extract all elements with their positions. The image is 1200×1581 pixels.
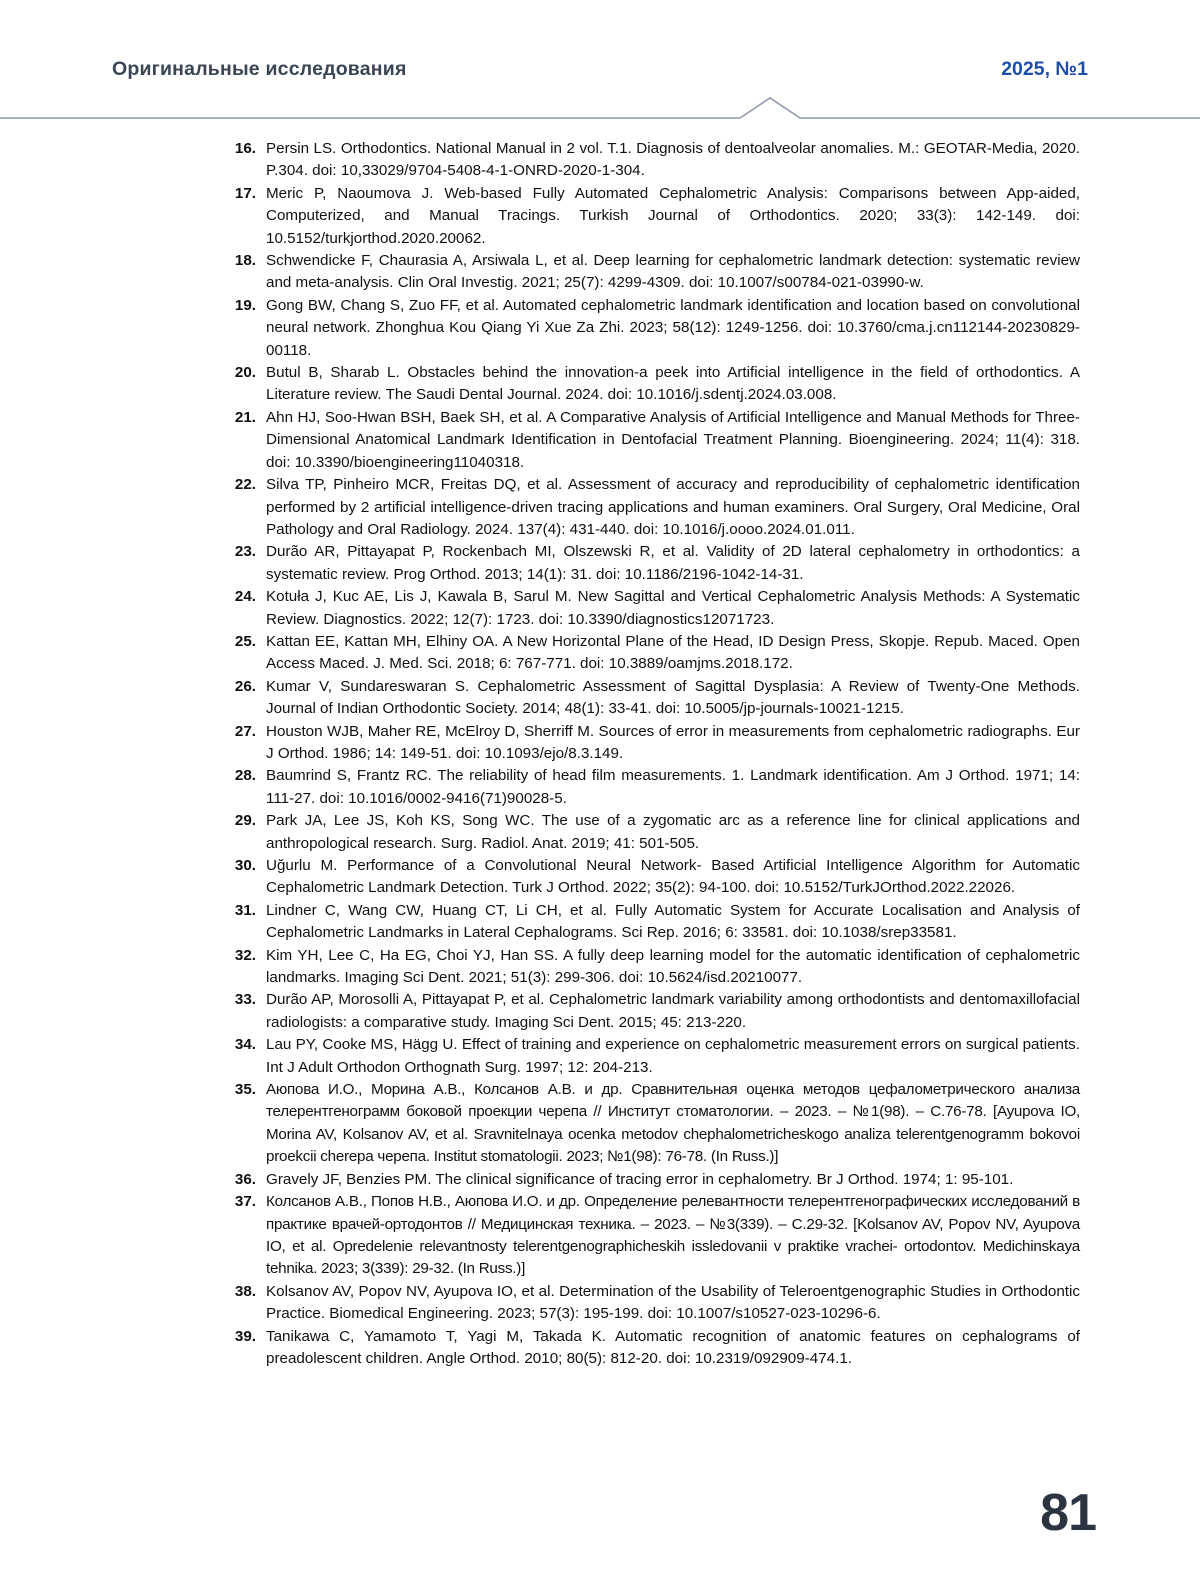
reference-number: 27.: [234, 722, 256, 740]
reference-number: 29.: [234, 812, 256, 830]
reference-number: 38.: [234, 1282, 256, 1300]
reference-item: [228, 855, 1080, 900]
reference-text: Butul B, Sharab L. Obstacles behind the innovation-a peek into Artificial intelligence in the field of orthodontics. A Literature review. The Saudi Dental Journal. 2024. doi: 10.1016/j.sdentj.2024.03.008.: [266, 364, 1080, 404]
reference-item: [228, 945, 1080, 990]
header-issue-label: 2025, №1: [1001, 58, 1088, 80]
reference-item: [228, 250, 1080, 295]
reference-item: [228, 1034, 1080, 1079]
reference-text: Ahn HJ, Soo-Hwan BSH, Baek SH, et al. A Comparative Analysis of Artificial Intelligence and Manual Methods for Three-Dimensional Anatomical Landmark Identification in Dentofacial Treatment Planning. Bioengineering. 2024; 11(4): 318. doi: 10.3390/bioengineering11040318.: [266, 408, 1080, 471]
reference-text: Durão AR, Pittayapat P, Rockenbach MI, Olszewski R, et al. Validity of 2D lateral cephalometry in orthodontics: a systematic review. Prog Orthod. 2013; 14(1): 31. doi: 10.1186/2196-1042-14-31.: [266, 543, 1080, 583]
reference-number: 22.: [234, 476, 256, 494]
reference-number: 31.: [234, 901, 256, 919]
reference-text: Lau PY, Cooke MS, Hägg U. Effect of training and experience on cephalometric measurement errors on surgical patients. Int J Adult Orthodon Orthognath Surg. 1997; 12: 204-213.: [266, 1036, 1080, 1076]
reference-number: 34.: [234, 1036, 256, 1054]
reference-item: [228, 1169, 1080, 1191]
references-list: [228, 138, 1080, 1370]
reference-item: [228, 362, 1080, 407]
page-header: [0, 58, 1200, 108]
reference-text: Park JA, Lee JS, Koh KS, Song WC. The use of a zygomatic arc as a reference line for clinical applications and anthropological research. Surg. Radiol. Anat. 2019; 41: 501-505.: [266, 812, 1080, 852]
reference-text: Колсанов А.В., Попов Н.В., Аюпова И.О. и др. Определение релевантности телерентгенографических исследований в практике врачей-ортодонтов // Медицинская техника. – 2023. – №3(339). – С.29-32. [Kolsanov AV, Popov NV, Ayupova IO, et al. Opredelenie relevantnosty telerentgenographicheskih issledovanii v praktike vrachei- ortodontov. Medichinskaya tehnika. 2023; 3(339): 29-32. (In Russ.)]: [266, 1193, 1080, 1278]
reference-number: 26.: [234, 677, 256, 695]
reference-number: 37.: [234, 1193, 256, 1211]
reference-text: Lindner C, Wang CW, Huang CT, Li CH, et al. Fully Automatic System for Accurate Localisation and Analysis of Cephalometric Landmarks in Lateral Cephalograms. Sci Rep. 2016; 6: 33581. doi: 10.1038/srep33581.: [266, 901, 1080, 942]
reference-item: [228, 183, 1080, 250]
reference-text: Gravely JF, Benzies PM. The clinical significance of tracing error in cephalometry. Br J Orthod. 1974; 1: 95-101.: [266, 1170, 1014, 1188]
reference-text: Аюпова И.О., Морина А.В., Колсанов А.В. и др. Сравнительная оценка методов цефалометрического анализа телерентгенограмм боковой проекции черепа // Институт стоматологии. – 2023. – №1(98). – С.76-78. [Ayupova IO, Morina AV, Kolsanov AV, et al. Sravnitelnaya ocenka metodov chephalometricheskogo analiza telerentgenogramm bokovoi proekcii cherepa черепа. Institut stomatologii. 2023; №1(98): 76-78. (In Russ.)]: [266, 1081, 1080, 1166]
reference-item: [228, 138, 1080, 183]
reference-item: [228, 1079, 1080, 1169]
reference-number: 20.: [234, 364, 256, 382]
reference-item: [228, 541, 1080, 586]
reference-item: [228, 810, 1080, 855]
reference-text: Kattan EE, Kattan MH, Elhiny OA. A New Horizontal Plane of the Head, ID Design Press, Skopje. Repub. Maced. Open Access Maced. J. Med. Sci. 2018; 6: 767-771. doi: 10.3889/oamjms.2018.172.: [266, 632, 1080, 673]
reference-number: 28.: [234, 767, 256, 785]
reference-text: Gong BW, Chang S, Zuo FF, et al. Automated cephalometric landmark identification and location based on convolutional neural network. Zhonghua Kou Qiang Yi Xue Za Zhi. 2023; 58(12): 1249-1256. doi: 10.3760/cma.j.cn112144-20230829-00118.: [266, 296, 1080, 359]
reference-text: Kolsanov AV, Popov NV, Ayupova IO, et al. Determination of the Usability of Teleroentgenographic Studies in Orthodontic Practice. Biomedical Engineering. 2023; 57(3): 195-199. doi: 10.1007/s10527-023-10296-6.: [266, 1282, 1080, 1323]
reference-item: [228, 900, 1080, 945]
reference-item: [228, 676, 1080, 721]
reference-text: Durão AP, Morosolli A, Pittayapat P, et al. Cephalometric landmark variability among orthodontists and dentomaxillofacial radiologists: a comparative study. Imaging Sci Dent. 2015; 45: 213-220.: [266, 991, 1080, 1031]
reference-number: 35.: [234, 1081, 256, 1099]
reference-text: Baumrind S, Frantz RC. The reliability of head film measurements. 1. Landmark identification. Am J Orthod. 1971; 14: 111-27. doi: 10.1016/0002-9416(71)90028-5.: [266, 767, 1080, 807]
reference-text: Schwendicke F, Chaurasia A, Arsiwala L, et al. Deep learning for cephalometric landmark detection: systematic review and meta-analysis. Clin Oral Investig. 2021; 25(7): 4299-4309. doi: 10.1007/s00784-021-03990-w.: [266, 252, 1080, 292]
reference-number: 30.: [234, 857, 256, 874]
reference-number: 36.: [234, 1170, 256, 1188]
reference-number: 33.: [234, 991, 256, 1009]
reference-item: [228, 586, 1080, 631]
reference-item: [228, 989, 1080, 1034]
reference-number: 21.: [234, 408, 256, 426]
reference-number: 19.: [234, 296, 256, 314]
reference-text: Meric P, Naoumova J. Web-based Fully Automated Cephalometric Analysis: Comparisons between App-aided, Computerized, and Manual Tracings. Turkish Journal of Orthodontics. 2020; 33(3): 142-149. doi: 10.5152/turkjorthod.2020.20062.: [266, 184, 1080, 247]
reference-number: 23.: [234, 543, 256, 561]
reference-number: 17.: [234, 184, 256, 202]
reference-text: Silva TP, Pinheiro MCR, Freitas DQ, et al. Assessment of accuracy and reproducibility of cephalometric identification performed by 2 artificial intelligence-driven tracing applications and human examiners. Oral Surgery, Oral Medicine, Oral Pathology and Oral Radiology. 2024. 137(4): 431-440. doi: 10.1016/j.oooo.2024.01.011.: [266, 476, 1080, 538]
reference-text: Kim YH, Lee C, Ha EG, Choi YJ, Han SS. A fully deep learning model for the automatic identification of cephalometric landmarks. Imaging Sci Dent. 2021; 51(3): 299-306. doi: 10.5624/isd.20210077.: [266, 946, 1080, 987]
reference-item: [228, 765, 1080, 810]
reference-item: [228, 1281, 1080, 1326]
reference-text: Kotuła J, Kuc AE, Lis J, Kawala B, Sarul M. New Sagittal and Vertical Cephalometric Analysis Methods: A Systematic Review. Diagnostics. 2022; 12(7): 1723. doi: 10.3390/diagnostics12071723.: [266, 588, 1080, 628]
reference-number: 39.: [234, 1327, 256, 1345]
reference-item: [228, 474, 1080, 541]
reference-item: [228, 407, 1080, 474]
reference-text: Kumar V, Sundareswaran S. Cephalometric Assessment of Sagittal Dysplasia: A Review of Twenty-One Methods. Journal of Indian Orthodontic Society. 2014; 48(1): 33-41. doi: 10.5005/jp-journals-10021-1215.: [266, 677, 1080, 718]
reference-text: Persin LS. Orthodontics. National Manual in 2 vol. T.1. Diagnosis of dentoalveolar anomalies. M.: GEOTAR-Media, 2020. P.304. doi: 10,33029/9704-5408-4-1-ONRD-2020-1-304.: [266, 140, 1080, 180]
reference-item: [228, 721, 1080, 766]
header-section-title: Оригинальные исследования: [112, 58, 407, 80]
reference-item: [228, 1326, 1080, 1371]
reference-item: [228, 295, 1080, 362]
page-number: 81: [1040, 1484, 1096, 1542]
reference-number: 24.: [234, 588, 256, 606]
reference-number: 25.: [234, 632, 256, 650]
reference-text: Tanikawa C, Yamamoto T, Yagi M, Takada K. Automatic recognition of anatomic features on cephalograms of preadolescent children. Angle Orthod. 2010; 80(5): 812-20. doi: 10.2319/092909-474.1.: [266, 1327, 1080, 1367]
reference-item: [228, 1191, 1080, 1281]
reference-number: 32.: [234, 946, 256, 964]
reference-text: Uğurlu M. Performance of a Convolutional Neural Network- Based Artificial Intelligence Algorithm for Automatic Cephalometric Landmark Detection. Turk J Orthod. 2022; 35(2): 94-100. doi: 10.5152/TurkJOrthod.2022.22026.: [266, 857, 1080, 897]
reference-number: 18.: [234, 252, 256, 270]
reference-number: 16.: [234, 140, 256, 157]
reference-item: [228, 631, 1080, 676]
header-divider-rule: [0, 96, 1200, 130]
reference-text: Houston WJB, Maher RE, McElroy D, Sherriff M. Sources of error in measurements from cephalometric radiographs. Eur J Orthod. 1986; 14: 149-51. doi: 10.1093/ejo/8.3.149.: [266, 722, 1080, 762]
